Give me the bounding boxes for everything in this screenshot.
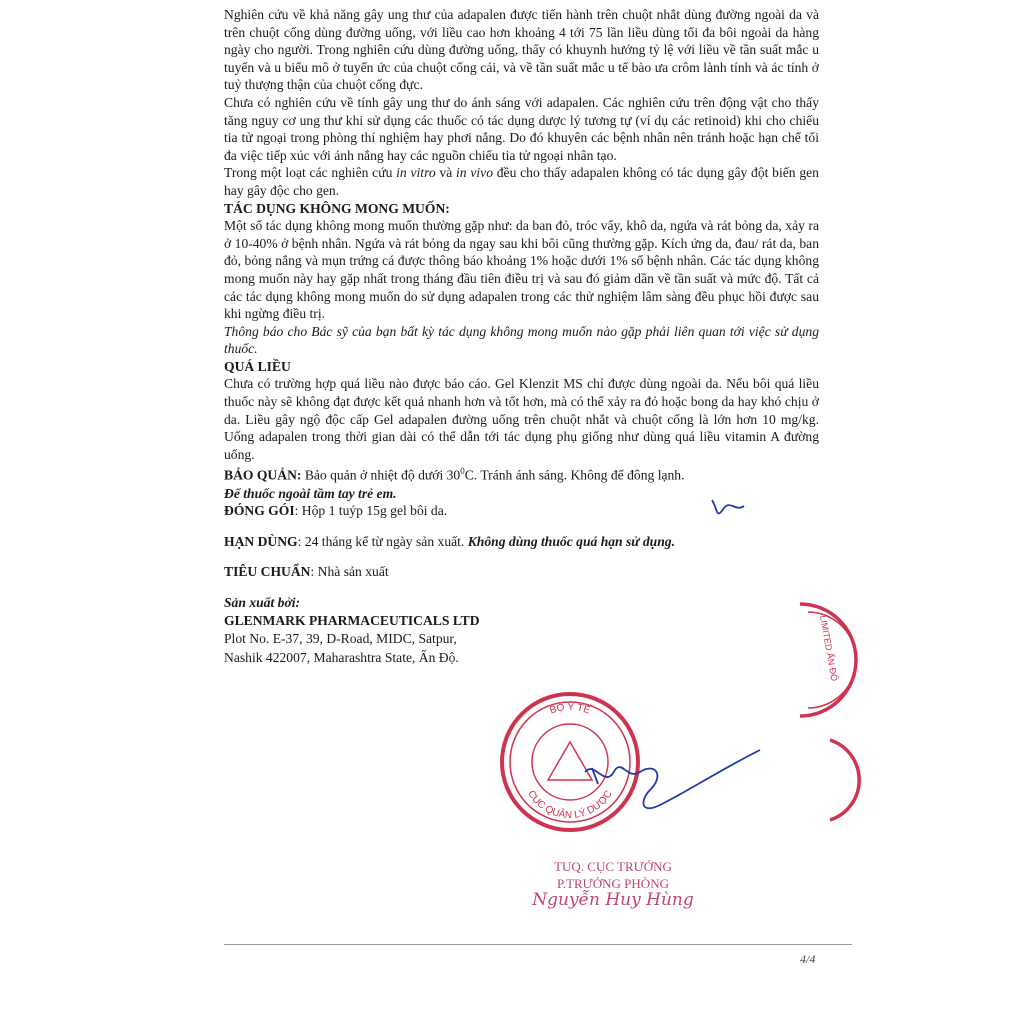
- side-effects-heading: TÁC DỤNG KHÔNG MONG MUỐN:: [224, 200, 450, 216]
- seal-bottom-text: CỤC QUẢN LÝ DƯỢC: [525, 788, 615, 822]
- side-effects-note: Thông báo cho Bác sỹ của bạn bất kỳ tác dụng không mong muốn nào gặp phải liên quan tới việc sử dụng thuốc.: [224, 323, 819, 357]
- carcinogenicity-paragraph-2: Chưa có nghiên cứu về tính gây ung thư do ánh sáng với adapalen. Các nghiên cứu trên động vật cho thấy tăng nguy cơ ung thư khi sử dụng các thuốc có tác dụng dược lý tương tự (ví dụ các retinoid) khi cho chiếu tia tử ngoại trong phòng thí nghiệm hay phơi nắng. Do đó khuyên các bệnh nhân nên tránh hoặc hạn chế tối đa việc tiếp xúc với ánh nắng hay các nguồn chiếu tia tử ngoại nhân tạo.: [224, 94, 819, 163]
- storage-warning: Để thuốc ngoài tầm tay trẻ em.: [224, 485, 397, 501]
- manufacturer-address-2: Nashik 422007, Maharashtra State, Ấn Độ.: [224, 650, 459, 666]
- approval-signer: Nguyễn Huy Hùng: [532, 890, 694, 910]
- side-effects-paragraph: Một số tác dụng không mong muốn thường gặp như: da ban đỏ, tróc vẩy, khô da, ngứa và rát bỏng da, xảy ra ở 10-40% ở bệnh nhân. Ngứa và rát bỏng da ngay sau khi bôi cũng thường gặp. Kích ứng da, đau/ rát da, ban đỏ, bỏng nắng và mụn trứng cá được thông báo khoảng 1% hoặc dưới 1% số bệnh nhân. Các tác dụng không mong muốn này hay gặp nhất trong tháng đầu tiên điều trị và sau đó giảm dần về tần suất và mức độ. Tất cả các tác dụng không mong muốn do sử dụng adapalen trong các thử nghiệm lâm sàng đều phục hồi được sau khi ngừng điều trị.: [224, 218, 819, 322]
- expiry-line: HẠN DÙNG: 24 tháng kể từ ngày sản xuất. Không dùng thuốc quá hạn sử dụng.: [224, 533, 675, 549]
- overdose-paragraph: Chưa có trường hợp quá liều nào được báo cáo. Gel Klenzit MS chỉ được dùng ngoài da. Nếu bôi quá liều thuốc này sẽ không đạt được kết quả nhanh hơn và tốt hơn, mà có thể xảy ra đỏ hoặc bong da hay khó chịu ở da. Liều gây ngộ độc cấp Gel adapalen đường uống trên chuột nhắt và chuột cống là lớn hơn 10 mg/kg. Uống adapalen trong thời gian dài có thể dẫn tới tác dụng phụ giống như dùng quá liều vitamin A đường uống.: [224, 376, 819, 462]
- company-seal-text: LIMITED ẤN ĐỘ: [818, 614, 840, 682]
- page-number: 4/4: [800, 952, 816, 966]
- manufacturer-label: Sản xuất bởi:: [224, 594, 301, 610]
- standard-line: TIÊU CHUẨN: Nhà sản xuất: [224, 564, 389, 580]
- signature-mark: [585, 500, 760, 808]
- overdose-heading: QUÁ LIỀU: [224, 358, 291, 374]
- packaging-line: ĐÓNG GÓI: Hộp 1 tuýp 15g gel bôi da.: [224, 503, 448, 519]
- svg-text:CỤC QUẢN LÝ DƯỢC: [525, 789, 615, 821]
- approval-block: [503, 858, 723, 909]
- manufacturer-address-1: Plot No. E-37, 39, D-Road, MIDC, Satpur,: [224, 631, 457, 647]
- approval-line-2: P.TRƯỞNG PHÒNG: [557, 876, 669, 891]
- approval-line-1: TUQ. CỤC TRƯỞNG: [554, 859, 672, 874]
- storage-line: BẢO QUẢN: Bảo quản ở nhiệt độ dưới $30^0C$. Tránh ánh sáng. Không để đông lạnh.: [224, 466, 685, 483]
- carcinogenicity-paragraph-1: Nghiên cứu về khả năng gây ung thư của adapalen được tiến hành trên chuột nhắt dùng đường ngoài da và trên chuột cống dùng đường uống, với liều cao hơn khoảng 4 tới 75 lần liều dùng tối đa bôi ngoài da hàng ngày cho người. Trong nghiên cứu dùng đường uống, thấy có khuynh hướng tỷ lệ với liều về tần suất mắc u tuyến và u biểu mô ở tuyến ức của chuột cống cái, và về tần suất mắc u tế bào ưa crôm lành tính và ác tính ở tuỷ thượng thận của chuột cống đực.: [224, 7, 819, 93]
- official-seal: [502, 694, 638, 830]
- genotoxicity-paragraph: Trong một loạt các nghiên cứu in vitro và in vivo đều cho thấy adapalen không có tác dụng gây đột biến gen hay gây độc cho gen.: [224, 165, 819, 198]
- footer-divider: [224, 944, 852, 945]
- seal-top-text: BỘ Y TẾ: [548, 701, 592, 717]
- svg-text:BỘ Y TẾ: [548, 700, 592, 716]
- company-seal-partial: [800, 604, 859, 820]
- manufacturer-name: GLENMARK PHARMACEUTICALS LTD: [224, 612, 480, 628]
